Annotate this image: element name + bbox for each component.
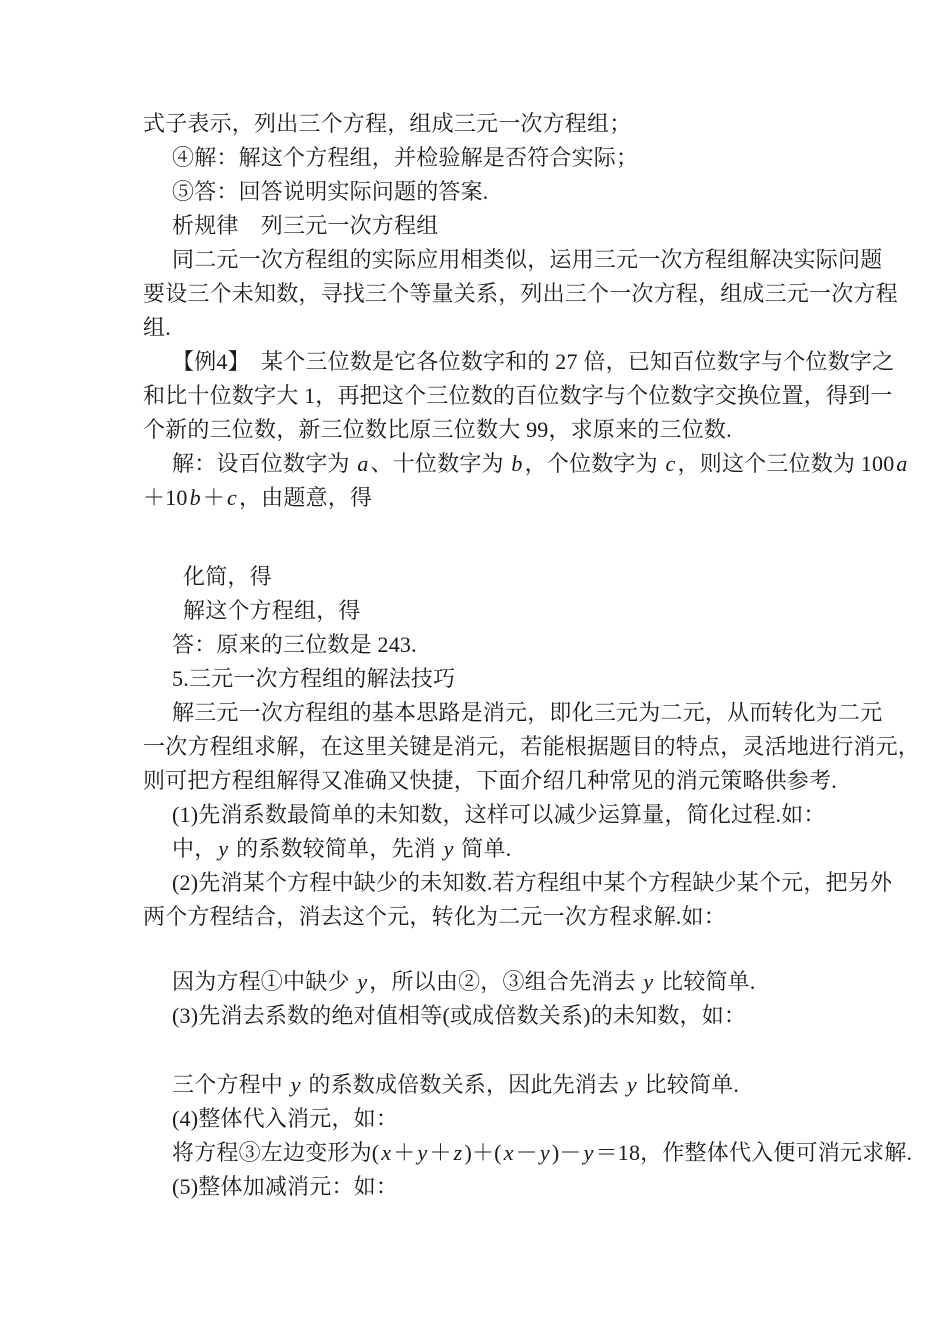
tip-1 [143,798,850,832]
math-variable: y [539,1140,550,1165]
step-4-solve [143,141,850,175]
math-variable: y [218,836,229,861]
solve-system-line [143,594,850,628]
text-run: ，由题意，得 [238,485,373,510]
text-run: － [515,1140,538,1165]
text-run: 的系数较简单，先消 [230,836,442,861]
step-5-answer [143,175,850,209]
text-run: (3)先消去系数的绝对值相等(或成倍数关系)的未知数，如： [172,1003,747,1028]
text-run: 化简，得 [183,564,272,589]
intro-wrap-line [143,107,850,141]
math-variable: x [503,1140,514,1165]
tip-1-note [143,832,850,866]
math-variable: y [583,1140,594,1165]
text-run: 解：设百位数字为 [172,451,356,476]
text-run: ＝18，作整体代入便可消元求解. [595,1140,913,1165]
text-run: 中， [172,836,217,861]
text-run: 简单. [455,836,512,861]
text-run: 同二元一次方程组的实际应用相类似，运用三元一次方程组解决实际问题 [172,247,883,272]
tip-4 [143,1102,850,1136]
text-run: 和比十位数字大 1，再把这个三位数的百位数字与个位数字交换位置，得到一 [143,383,893,408]
text-run: 两个方程结合，消去这个元，转化为二元一次方程求解.如： [143,904,726,929]
text-run: 5.三元一次方程组的解法技巧 [172,666,456,691]
text-run: ＋ [202,485,226,510]
equation-gap-1 [143,515,850,560]
equation-gap-3 [143,1033,850,1068]
math-variable: c [227,485,237,510]
text-run: 【例4】 某个三位数是它各位数字和的 27 倍，已知百位数字与个位数字之 [172,349,895,374]
text-run: (2)先消某个方程中缺少的未知数.若方程组中某个方程缺少某个元，把另外 [172,870,893,895]
text-run: 一次方程组求解，在这里关键是消元，若能根据题目的特点，灵活地进行消元， [143,734,921,759]
tip-5 [143,1170,850,1204]
math-variable: y [626,1072,637,1097]
math-variable: x [381,1140,392,1165]
simplify-line [143,560,850,594]
text-run: ＋10 [143,485,188,510]
text-run: 比较简单. [655,969,756,994]
solution-setup-line-1 [143,447,908,481]
solution-setup-line-2 [143,481,850,515]
text-run: 、十位数字为 [370,451,510,476]
text-run: 解三元一次方程组的基本思路是消元，即化三元为二元，从而转化为二元 [172,700,883,725]
math-variable: a [357,451,369,476]
text-run: 解这个方程组，得 [183,598,361,623]
text-run: ＋ [429,1140,452,1165]
rule-paragraph-line-3 [143,311,850,345]
text-run: 比较简单. [638,1072,740,1097]
text-run: )＋( [464,1140,502,1165]
text-run: ＋ [393,1140,416,1165]
tip-2-line-1 [143,866,893,900]
text-run: 要设三个未知数，寻找三个等量关系，列出三个一次方程，组成三元一次方程 [143,281,898,306]
text-run: 答：原来的三位数是 243. [172,632,417,657]
text-run: (1)先消系数最简单的未知数，这样可以减少运算量，简化过程.如： [172,802,826,827]
text-run: (5)整体加减消元：如： [172,1174,399,1199]
text-run: (4)整体代入消元，如： [172,1106,399,1131]
text-run: ④解：解这个方程组，并检验解是否符合实际； [172,145,639,170]
text-run: 将方程③左边变形为( [172,1140,380,1165]
answer-line [143,628,850,662]
math-variable: y [643,969,654,994]
math-variable: y [290,1072,301,1097]
math-variable: z [453,1140,463,1165]
text-run: 式子表示，列出三个方程，组成三元一次方程组； [143,111,632,136]
math-variable: c [665,451,676,476]
text-run: 个新的三位数，新三位数比原三位数大 99，求原来的三位数. [143,417,732,442]
text-run: 的系数成倍数关系，因此先消去 [302,1072,625,1097]
section-5-heading [143,662,850,696]
math-variable: b [511,451,523,476]
text-run: ，则这个三位数为 100 [677,451,895,476]
text-run: 组. [143,315,171,340]
math-variable: y [417,1140,428,1165]
text-run: ，所以由②，③组合先消去 [369,969,642,994]
strategy-intro-line-1 [143,696,883,730]
example-4-line-3 [143,413,850,447]
tip-4-note [143,1136,913,1170]
math-variable: y [357,969,368,994]
math-variable: a [896,451,908,476]
example-4-line-1 [143,345,895,379]
text-run: 三个方程中 [172,1072,289,1097]
example-4-line-2 [143,379,893,413]
text-run: 则可把方程组解得又准确又快捷，下面介绍几种常见的消元策略供参考. [143,768,837,793]
rule-heading [143,209,850,243]
tip-2-line-2 [143,900,850,934]
rule-paragraph-line-2 [143,277,898,311]
text-run: ⑤答：回答说明实际问题的答案. [172,179,489,204]
tip-3-note [143,1068,850,1102]
rule-paragraph-line-1 [143,243,883,277]
math-variable: b [189,485,201,510]
text-run: 析规律 列三元一次方程组 [172,213,439,238]
text-run: ，个位数字为 [524,451,664,476]
equation-gap-2 [143,934,850,965]
tip-3 [143,999,850,1033]
text-run: 因为方程①中缺少 [172,969,356,994]
tip-2-note [143,965,850,999]
math-variable: y [443,836,454,861]
strategy-intro-line-2 [143,730,921,764]
strategy-intro-line-3 [143,764,850,798]
text-run: )－ [551,1140,582,1165]
